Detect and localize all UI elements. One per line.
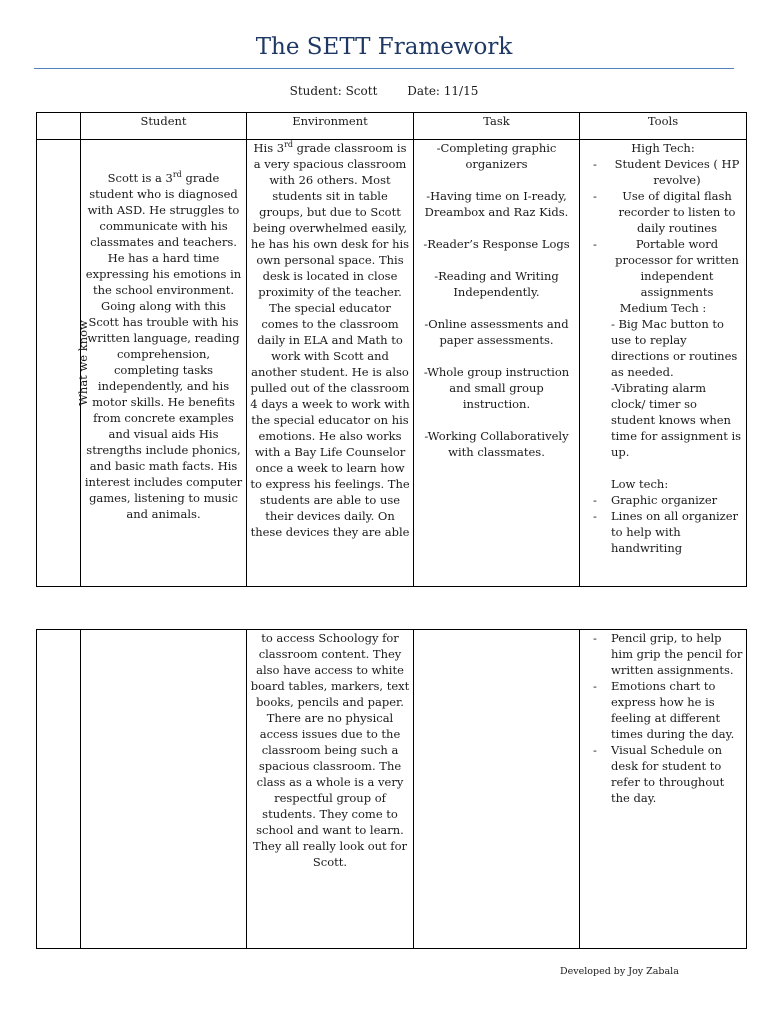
side-label: What we know xyxy=(75,320,90,406)
header-blank-cell xyxy=(37,113,81,140)
table-row xyxy=(37,630,747,949)
list-item: -Vibrating alarm clock/ timer so student knows when time for assignment is up. xyxy=(611,381,742,459)
task-item: -Completing graphic organizers xyxy=(436,141,557,171)
list-item: - Use of digital flash recorder to listen to daily routines xyxy=(583,188,743,236)
header-student: Student xyxy=(81,113,247,140)
title-divider xyxy=(34,68,734,69)
side-cell-blank xyxy=(37,630,81,949)
header-tools: Tools xyxy=(580,113,747,140)
task-item: -Having time on I-ready, Dreambox and Raz Kids. xyxy=(424,189,569,219)
list-item: - Portable word processor for written independent assignments xyxy=(583,236,743,300)
task-item: -Reader’s Response Logs xyxy=(423,237,570,251)
list-item: - Graphic organizer xyxy=(583,492,743,508)
environment-text: His 3 xyxy=(253,141,285,155)
list-item: - Student Devices ( HP revolve) xyxy=(583,156,743,188)
student-text-cont: grade student who is diagnosed with ASD. He struggles to communicate with his classmates and teachers. He has a hard time expressing his emotions in the school environment. Going along with this Scott has trouble with his written language, reading comprehension, completing tasks independently, and his motor skills. He benefits from concrete examples and visual aids His strengths include phonics, and basic math facts. His interest includes computer games, listening to music and animals. xyxy=(84,171,243,521)
low-tech-list-cont xyxy=(583,630,743,806)
header-task: Task xyxy=(414,113,580,140)
medium-tech-label: Medium Tech : xyxy=(619,301,707,315)
task-cell xyxy=(414,140,580,587)
student-meta xyxy=(0,84,768,98)
student-name: Student: Scott xyxy=(289,84,378,98)
student-text: Scott is a 3 xyxy=(107,171,173,185)
high-tech-list xyxy=(583,156,743,300)
environment-cell-cont: to access Schoology for classroom content. They also have access to white board tables, markers, text books, pencils and paper. There are no physical access issues due to the classroom being such a spacious classroom. The class as a whole is a very respectful group of students. They come to school and want to learn. They all really look out for Scott. xyxy=(247,630,414,949)
environment-text-sup: rd xyxy=(284,140,294,150)
environment-text-cont: grade classroom is a very spacious classroom with 26 others. Most students sit in table groups, but due to Scott being overwhelmed easily, he has his own desk for his own personal space. This desk is located in close proximity of the teacher. The special educator comes to the classroom daily in ELA and Math to work with Scott and another student. He is also pulled out of the classroom 4 days a week to work with the special educator on his emotions. He also works with a Bay Life Counselor once a week to learn how to express his feelings. The students are able to use their devices daily. On these devices they are able xyxy=(250,141,410,539)
task-item: -Whole group instruction and small group instruction. xyxy=(423,365,570,411)
date: Date: 11/15 xyxy=(407,84,479,98)
sett-table-page-1 xyxy=(36,112,747,587)
tools-cell-cont xyxy=(580,630,747,949)
header-row xyxy=(37,113,747,140)
student-cell-blank xyxy=(81,630,247,949)
low-tech-list xyxy=(583,492,743,556)
list-item: - Big Mac button to use to replay directions or routines as needed. xyxy=(611,317,738,379)
list-item: - Visual Schedule on desk for student to refer to throughout the day. xyxy=(583,742,743,806)
environment-cell xyxy=(247,140,414,587)
tools-cell xyxy=(580,140,747,587)
task-item: -Online assessments and paper assessments. xyxy=(424,317,569,347)
task-cell-blank xyxy=(414,630,580,949)
side-label-cell xyxy=(37,140,90,587)
list-item: - Emotions chart to express how he is feeling at different times during the day. xyxy=(583,678,743,742)
student-cell xyxy=(81,140,247,587)
low-tech-label: Low tech: xyxy=(611,477,669,491)
task-item: -Working Collaboratively with classmates. xyxy=(424,429,569,459)
task-item: -Reading and Writing Independently. xyxy=(434,269,559,299)
high-tech-label: High Tech: xyxy=(631,141,695,155)
table-row xyxy=(37,140,747,587)
header-environment: Environment xyxy=(247,113,414,140)
footer-credit: Developed by Joy Zabala xyxy=(560,966,679,977)
student-text-sup: rd xyxy=(172,170,182,180)
page-title: The SETT Framework xyxy=(255,34,513,60)
sett-table-page-2 xyxy=(36,629,747,949)
list-item: - Lines on all organizer to help with handwriting xyxy=(583,508,743,556)
list-item: - Pencil grip, to help him grip the pencil for written assignments. xyxy=(583,630,743,678)
